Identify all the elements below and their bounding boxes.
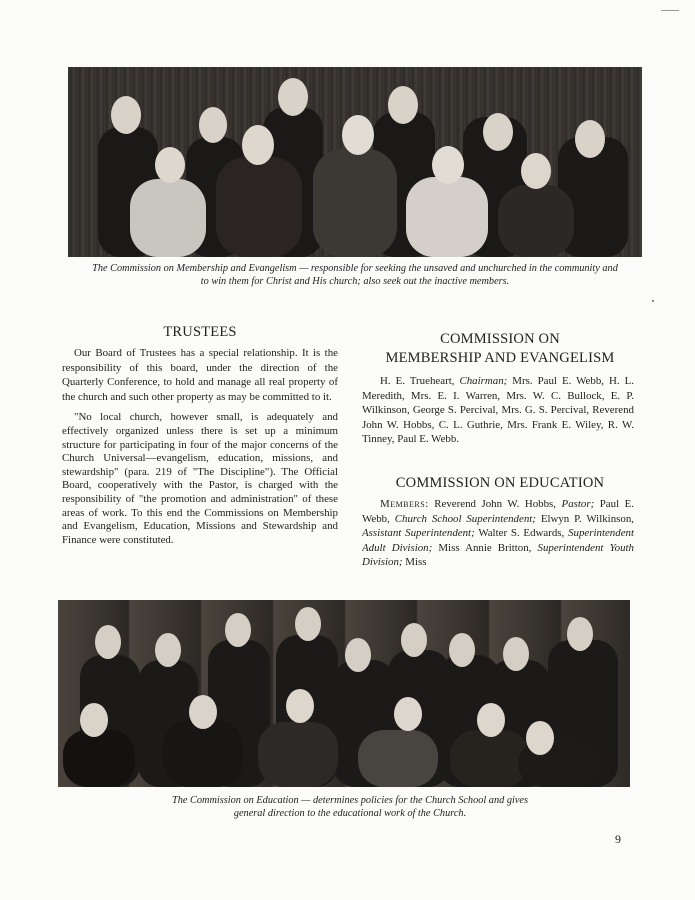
education-member-role: Superintendent Youth Division; [362,541,634,569]
membership-members [362,374,634,454]
education-members-label: Members: [380,498,429,510]
education-member-role: Superintendent Adult Division; [362,527,634,554]
trustees-paragraph-1: Our Board of Trustees has a special relationship. It is the responsibility of this board, under the direction of the Quarterly Conference, to hold and manage all real property of the church and such other property as may be committed to it. [62,347,338,403]
group-photo-figures [68,67,642,257]
group-photo-figures-2 [58,600,630,787]
trustees-heading: TRUSTEES [163,324,237,340]
photo2-caption-line2: general direction to the educational work of the Church. [233,807,467,819]
education-member-name: Reverend John W. Hobbs, [434,498,557,510]
education-member-role: Church School Superintendent; [394,512,536,525]
photo-membership-commission [68,67,642,257]
education-heading: COMMISSION ON EDUCATION [395,475,605,491]
education-member-name: Paul E. Webb, [362,498,634,525]
membership-heading-line1: COMMISSION ON [440,331,560,347]
education-member-name: Elwyn P. Wilkinson, [540,512,634,525]
trustees-paragraph-2: "No local church, however small, is adequately and effectively organized unless there is set up a minimum structure for participating in four of the major concerns of the Church Universal—evangelism, education, missions, and stewardship" (para. 219 of "The Discipline"). The Official Board, cooperatively with the Pastor, is charged with the responsibility of "the promotion and administration" of these areas of work. To this end the Commissions on Membership and Evangelism, Education, Missions and Stewardship and Finance were constituted. [62,411,338,546]
education-member-name: Miss Annie Britton, [438,541,532,554]
education-member-name: Miss [405,556,427,569]
education-list [362,497,634,570]
photo-education-commission [58,600,630,787]
page-number: 9 [615,832,621,846]
membership-other-members: Mrs. Paul E. Webb, H. L. Meredith, Mrs. E. I. Warren, Mrs. W. C. Bullock, E. P. Wilkinson, George S. Percival, Mrs. G. S. Percival, Reverend John W. Hobbs, C. L. Guthrie, Mrs. Frank E. Wiley, R. W. Tinney, Paul E. Webb. [362,375,634,446]
membership-heading-line2: MEMBERSHIP AND EVANGELISM [385,350,615,366]
photo1-caption: The Commission on Membership and Evangelism — responsible for seeking the unsaved and unchurched in the community and to win them for Christ and His church; also seek out the inactive members. [92,263,618,287]
membership-list [362,374,634,447]
education-member-name: Walter S. Edwards, [478,527,565,540]
scan-mark [661,10,679,11]
membership-heading [365,330,635,368]
education-member-role: Assistant Superintendent; [362,527,475,540]
photo2-caption-line1: The Commission on Education — determines policies for the Church School and gives [172,795,528,806]
photo2-caption [70,795,630,820]
membership-chairman-role: Chairman; [459,375,508,387]
trustees-text [62,346,338,554]
education-member-role: Pastor; [561,498,595,510]
membership-chairman-name: H. E. Trueheart, [380,375,455,387]
scan-speck [652,300,654,302]
education-members [362,497,634,577]
